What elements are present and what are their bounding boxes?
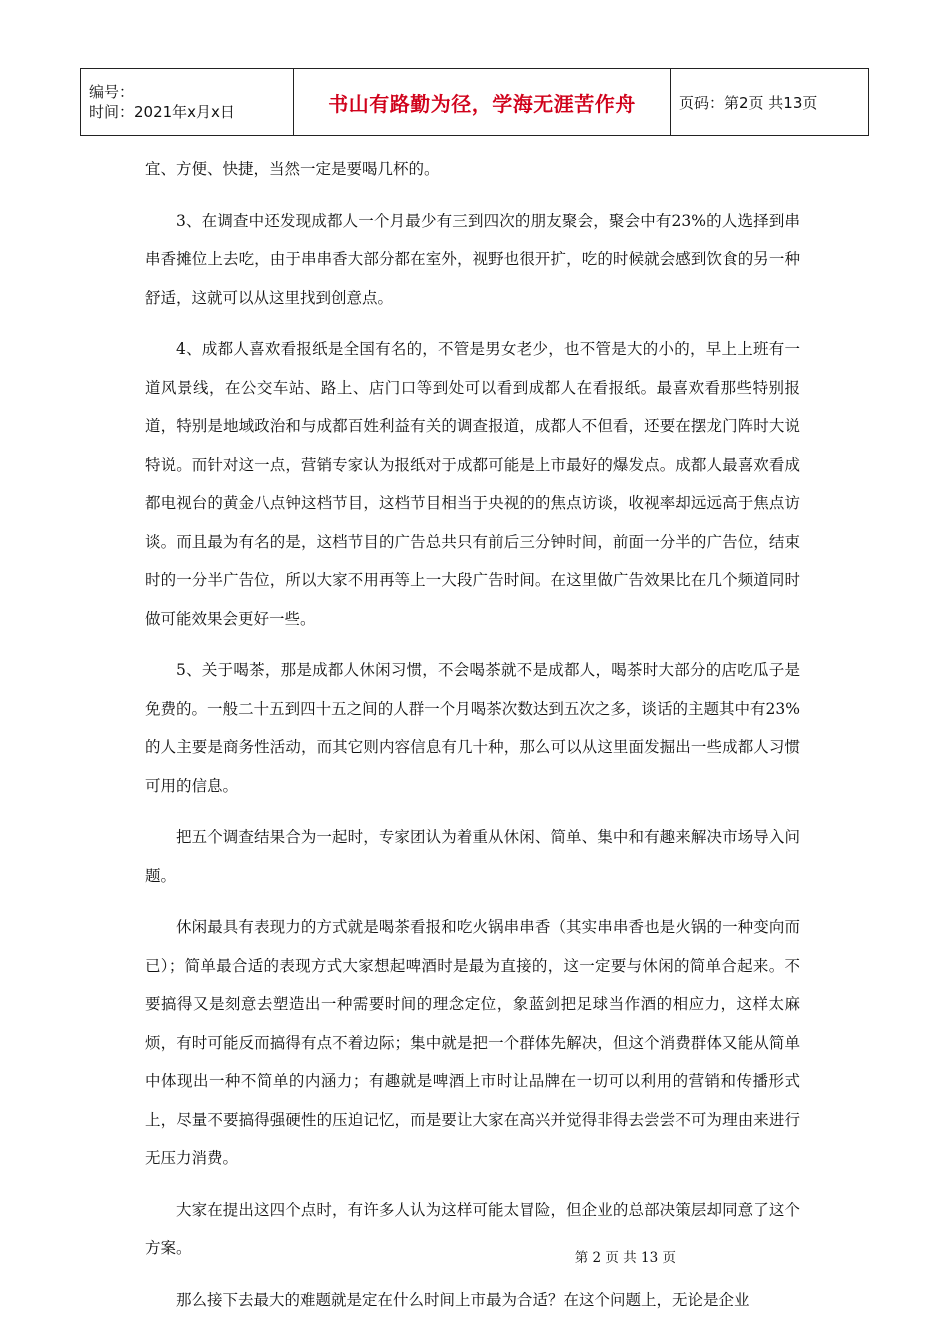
body-paragraph: 宜、方便、快捷，当然一定是要喝几杯的。 [145, 160, 440, 178]
header-page-info: 页码：第2页 共13页 [671, 69, 869, 136]
header-motto: 书山有路勤为径，学海无涯苦作舟 [294, 69, 671, 136]
document-body [145, 150, 800, 1332]
body-paragraph: 那么接下去最大的难题就是定在什么时间上市最为合适？在这个问题上，无论是企业 [176, 1290, 750, 1309]
body-paragraph: 休闲最具有表现力的方式就是喝茶看报和吃火锅串串香（其实串串香也是火锅的一种变向而已）；简单最合适的表现方式大家想起啤酒时是最为直接的，这一定要与休闲的简单合起来。不要搞得又是刻意去塑造出一种需要时间的理念定位，象蓝剑把足球当作酒的相应力，这样太麻烦，有时可能反而搞得有点不着边际；集中就是把一个群体先解决，但这个消费群体又能从简单中体现出一种不简单的内涵力；有趣就是啤酒上市时让品牌在一切可以利用的营销和传播形式上，尽量不要搞得强硬性的压迫记忆，而是要让大家在高兴并觉得非得去尝尝不可为理由来进行无压力消费。 [145, 918, 800, 1167]
header-meta-cell [81, 69, 294, 136]
body-paragraph: 5、关于喝茶，那是成都人休闲习惯，不会喝茶就不是成都人，喝茶时大部分的店吃瓜子是免费的。一般二十五到四十五之间的人群一个月喝茶次数达到五次之多，谈话的主题其中有23%的人主要是商务性活动，而其它则内容信息有几十种，那么可以从这里面发掘出一些成都人习惯可用的信息。 [145, 661, 800, 795]
document-number-label: 编号： [89, 83, 135, 101]
page-header [80, 68, 869, 136]
body-paragraph: 4、成都人喜欢看报纸是全国有名的，不管是男女老少，也不管是大的小的，早上上班有一道风景线，在公交车站、路上、店门口等到处可以看到成都人在看报纸。最喜欢看那些特别报道，特别是地域政治和与成都百姓利益有关的调查报道，成都人不但看，还要在摆龙门阵时大说特说。而针对这一点，营销专家认为报纸对于成都可能是上市最好的爆发点。成都人最喜欢看成都电视台的黄金八点钟这档节目，这档节目相当于央视的的焦点访谈，收视率却远远高于焦点访谈。而且最为有名的是，这档节目的广告总共只有前后三分钟时间，前面一分半的广告位，结束时的一分半广告位，所以大家不用再等上一大段广告时间。在这里做广告效果比在几个频道同时做可能效果会更好一些。 [145, 340, 800, 628]
page-footer: 第 2 页 共 13 页 [574, 1250, 676, 1266]
body-paragraph: 把五个调查结果合为一起时，专家团认为着重从休闲、简单、集中和有趣来解决市场导入问题。 [145, 828, 800, 885]
body-paragraph: 大家在提出这四个点时，有许多人认为这样可能太冒险，但企业的总部决策层却同意了这个方案。 [145, 1200, 800, 1257]
document-date-label: 时间：2021年x月x日 [89, 103, 235, 121]
body-paragraph: 3、在调查中还发现成都人一个月最少有三到四次的朋友聚会，聚会中有23%的人选择到串串香摊位上去吃，由于串串香大部分都在室外，视野也很开扩，吃的时候就会感到饮食的另一种舒适，这就可以从这里找到创意点。 [145, 211, 800, 307]
